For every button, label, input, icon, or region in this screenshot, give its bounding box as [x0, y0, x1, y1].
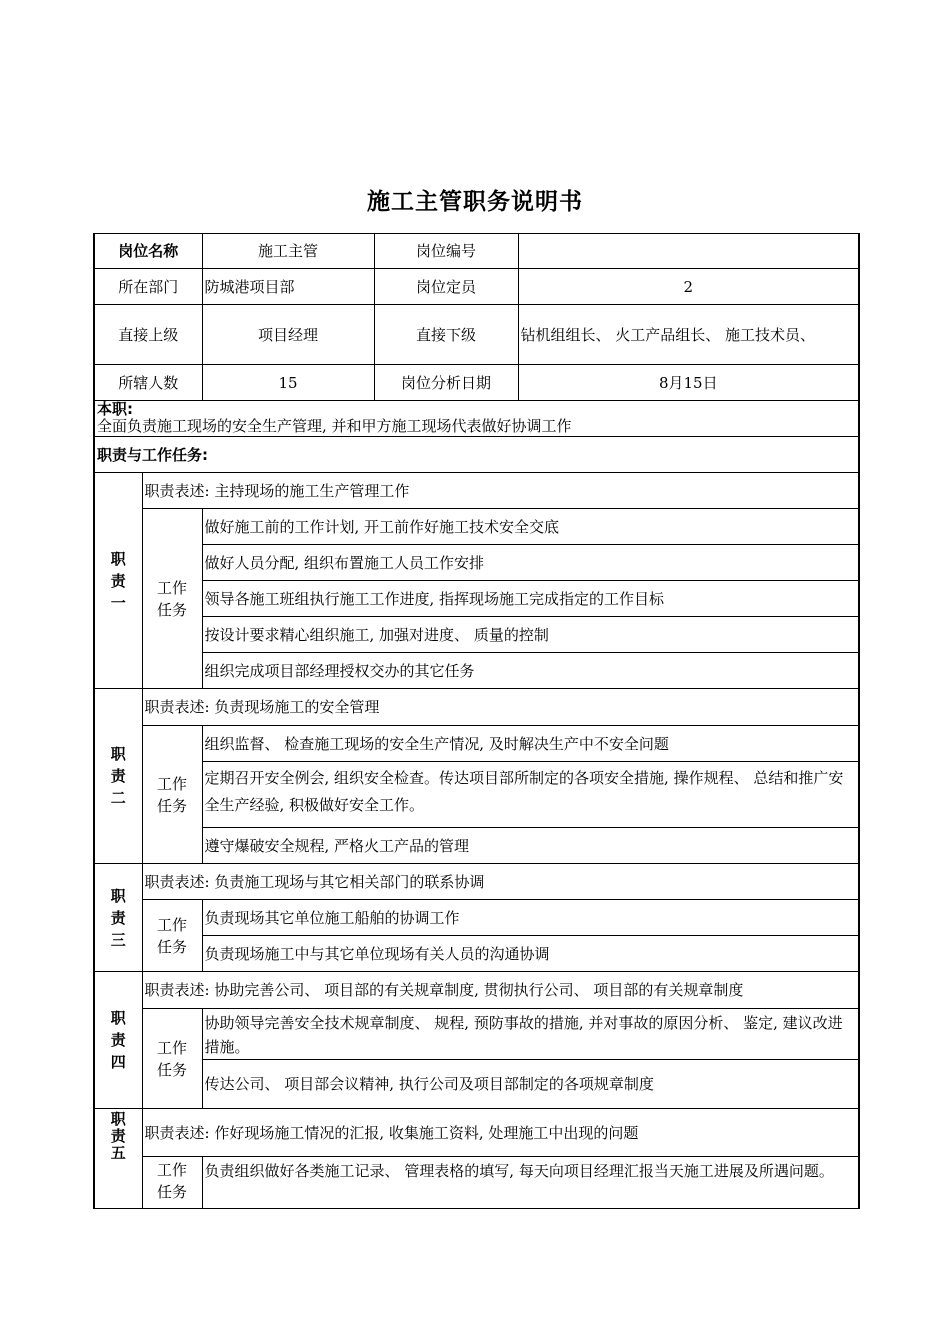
document-title: 施工主管职务说明书: [367, 188, 583, 215]
duty-1-task: 做好施工前的工作计划, 开工前作好施工技术安全交底: [202, 509, 859, 545]
duty-3-name: 职 责 三: [94, 864, 142, 972]
duty-2-task: 遵守爆破安全规程, 严格火工产品的管理: [202, 828, 859, 864]
headcount-value: 2: [518, 269, 859, 305]
duty-3-task: 负责现场施工中与其它单位现场有关人员的沟通协调: [202, 936, 859, 972]
position-name-value: 施工主管: [202, 234, 374, 269]
subordinate-label: 直接下级: [374, 305, 518, 365]
duty-1-description: 职责表述: 主持现场的施工生产管理工作: [142, 473, 859, 509]
duty-4-task: 传达公司、 项目部会议精神, 执行公司及项目部制定的各项规章制度: [202, 1060, 859, 1109]
duty-4-task-label: 工作 任务: [142, 1009, 202, 1109]
duty-1-task: 按设计要求精心组织施工, 加强对进度、 质量的控制: [202, 617, 859, 653]
department-value: 防城港项目部: [202, 269, 374, 305]
duties-header: 职责与工作任务:: [94, 437, 859, 473]
duty-5-description: 职责表述: 作好现场施工情况的汇报, 收集施工资料, 处理施工中出现的问题: [142, 1109, 859, 1157]
headcount-label: 岗位定员: [374, 269, 518, 305]
superior-label: 直接上级: [94, 305, 202, 365]
duty-1-task: 组织完成项目部经理授权交办的其它任务: [202, 653, 859, 689]
position-code-label: 岗位编号: [374, 234, 518, 269]
job-description-table: [93, 233, 860, 1209]
department-label: 所在部门: [94, 269, 202, 305]
duty-5-task-label: 工作 任务: [142, 1157, 202, 1209]
position-code-value: [518, 234, 859, 269]
duty-1-task: 领导各施工班组执行施工工作进度, 指挥现场施工完成指定的工作目标: [202, 581, 859, 617]
duty-3-description: 职责表述: 负责施工现场与其它相关部门的联系协调: [142, 864, 859, 900]
analysis-date-value: 8月15日: [518, 365, 859, 401]
core-responsibility: [94, 401, 859, 437]
core-label: 本职:: [97, 400, 133, 418]
analysis-date-label: 岗位分析日期: [374, 365, 518, 401]
superior-value: 项目经理: [202, 305, 374, 365]
duty-2-description: 职责表述: 负责现场施工的安全管理: [142, 689, 859, 726]
duty-1-name: 职 责 一: [94, 473, 142, 689]
duty-4-name: 职 责 四: [94, 972, 142, 1109]
duty-1-task: 做好人员分配, 组织布置施工人员工作安排: [202, 545, 859, 581]
duty-2-task: 定期召开安全例会, 组织安全检查。传达项目部所制定的各项安全措施, 操作规程、 总结和推广安全生产经验, 积极做好安全工作。: [202, 762, 859, 828]
duty-2-task: 组织监督、 检查施工现场的安全生产情况, 及时解决生产中不安全问题: [202, 726, 859, 762]
core-text: 全面负责施工现场的安全生产管理, 并和甲方施工现场代表做好协调工作: [97, 417, 572, 435]
duty-5-name: 职 责 五: [94, 1109, 142, 1209]
subordinate-value: 钻机组组长、 火工产品组长、 施工技术员、: [518, 305, 859, 365]
duty-5-task: 负责组织做好各类施工记录、 管理表格的填写, 每天向项目经理汇报当天施工进展及所遇问题。: [202, 1157, 859, 1209]
position-name-label: 岗位名称: [94, 234, 202, 269]
duty-2-task-label: 工作 任务: [142, 726, 202, 864]
duty-4-description: 职责表述: 协助完善公司、 项目部的有关规章制度, 贯彻执行公司、 项目部的有关规章制度: [142, 972, 859, 1009]
duty-3-task-label: 工作 任务: [142, 900, 202, 972]
duty-2-name: 职 责 二: [94, 689, 142, 864]
managed-value: 15: [202, 365, 374, 401]
duty-3-task: 负责现场其它单位施工船舶的协调工作: [202, 900, 859, 936]
duty-4-task: 协助领导完善安全技术规章制度、 规程, 预防事故的措施, 并对事故的原因分析、 鉴定, 建议改进措施。: [202, 1009, 859, 1060]
duty-1-task-label: 工作 任务: [142, 509, 202, 689]
managed-label: 所辖人数: [94, 365, 202, 401]
